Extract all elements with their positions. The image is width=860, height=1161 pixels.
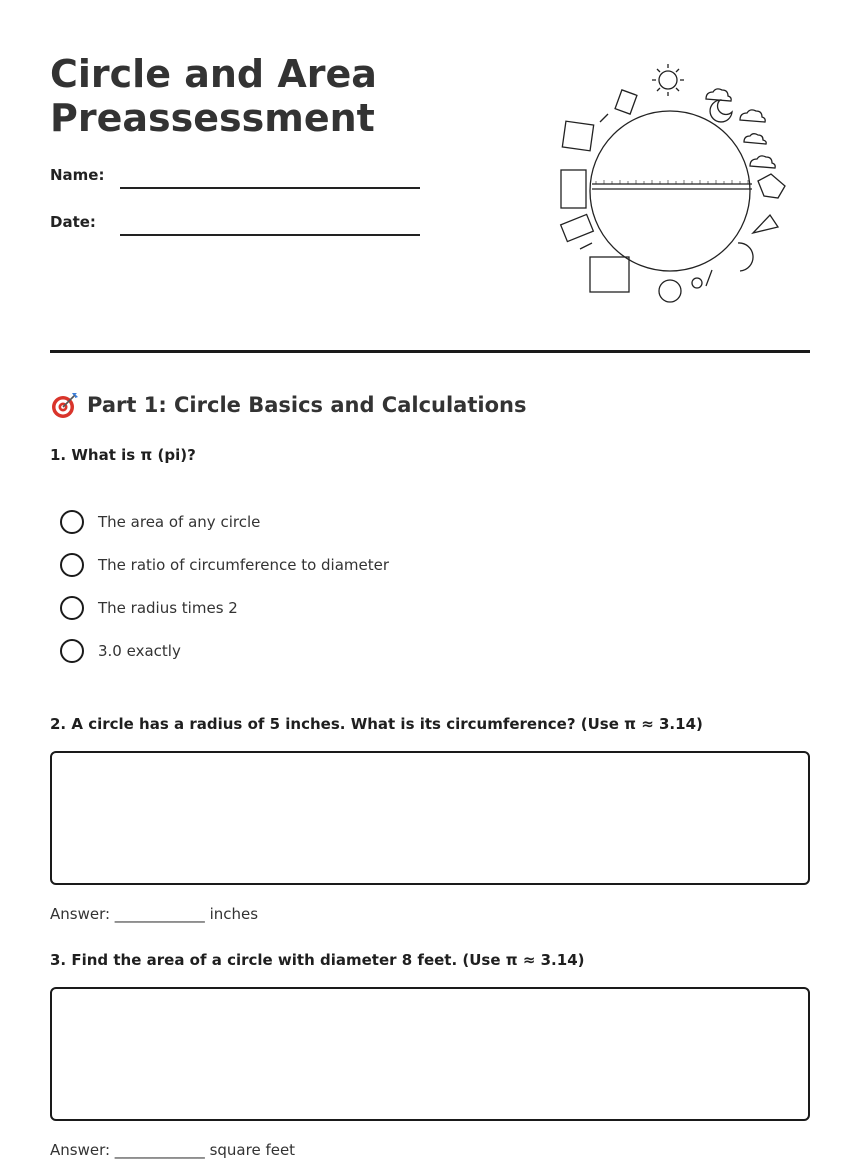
section-title bbox=[50, 389, 526, 421]
radio-button[interactable] bbox=[60, 553, 84, 577]
option-label: The radius times 2 bbox=[98, 599, 238, 617]
name-field[interactable] bbox=[120, 187, 420, 189]
option-label: The ratio of circumference to diameter bbox=[98, 556, 390, 574]
question-3-work-area[interactable] bbox=[50, 987, 810, 1121]
question-3-answer-line: Answer: ____________ square feet bbox=[50, 1141, 296, 1159]
option-label: 3.0 exactly bbox=[98, 642, 181, 660]
section-title-text: Part 1: Circle Basics and Calculations bbox=[87, 393, 527, 417]
page-title bbox=[50, 52, 490, 140]
question-1-prompt: 1. What is π (pi)? bbox=[50, 446, 196, 464]
question-2-prompt: 2. A circle has a radius of 5 inches. What is its circumference? (Use π ≈ 3.14) bbox=[50, 715, 703, 733]
date-field[interactable] bbox=[120, 234, 420, 236]
question-1-option-4[interactable] bbox=[60, 639, 181, 663]
radio-button[interactable] bbox=[60, 596, 84, 620]
question-1-option-3[interactable] bbox=[60, 596, 238, 620]
name-label: Name: bbox=[50, 166, 105, 184]
question-1-option-2[interactable] bbox=[60, 553, 389, 577]
radio-button[interactable] bbox=[60, 510, 84, 534]
radio-button[interactable] bbox=[60, 639, 84, 663]
target-icon bbox=[50, 391, 78, 419]
title-line-2: Preassessment bbox=[50, 96, 375, 140]
header-divider bbox=[50, 350, 810, 353]
question-2-answer-line: Answer: ____________ inches bbox=[50, 905, 259, 923]
question-2-work-area[interactable] bbox=[50, 751, 810, 885]
option-label: The area of any circle bbox=[98, 513, 261, 531]
circle-measurement-illustration bbox=[548, 56, 793, 311]
question-3-prompt: 3. Find the area of a circle with diameter 8 feet. (Use π ≈ 3.14) bbox=[50, 951, 585, 969]
question-1-option-1[interactable] bbox=[60, 510, 260, 534]
title-line-1: Circle and Area bbox=[50, 52, 377, 96]
date-label: Date: bbox=[50, 213, 96, 231]
